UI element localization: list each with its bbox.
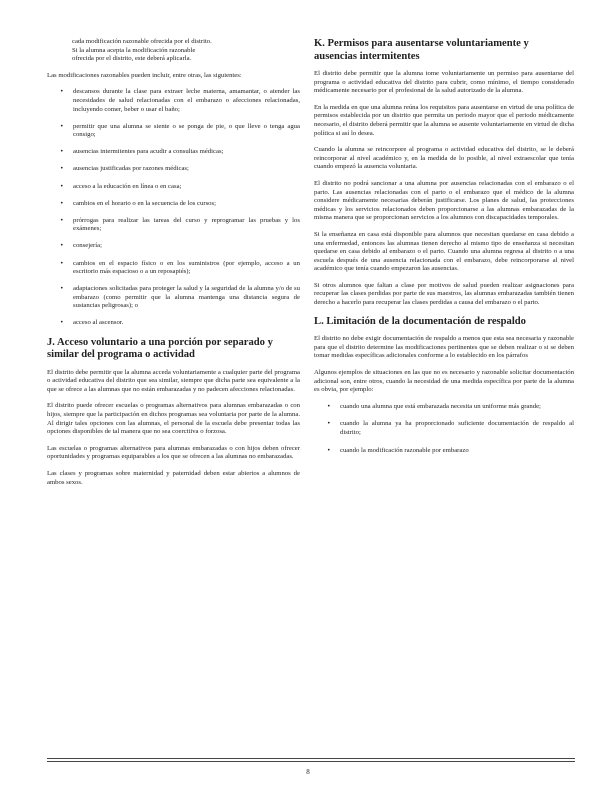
- continuation-line: ofrecida por el distrito, este deberá aplicarla.: [72, 55, 192, 63]
- bullet-icon: •: [327, 402, 331, 410]
- list-item: • cuando una alumna que está embarazada necesita un uniforme más grande;: [327, 402, 541, 410]
- modifications-list: [47, 88, 300, 328]
- left-column: [47, 38, 300, 495]
- list-item: • cambios en el horario o en la secuencia de los cursos;: [60, 199, 216, 207]
- list-intro: Las modificaciones razonables pueden incluir, entre otras, las siguientes:: [47, 71, 242, 79]
- section-k-paragraph: El distrito debe permitir que la alumna tome voluntariamente un permiso para ausentarse del programa o actividad educativa del distrito para cubrir, como mínimo, el tiempo considerado médicamente necesario por el profesional de la salud autorizado de la alumna.: [314, 70, 574, 95]
- bullet-icon: •: [60, 165, 64, 173]
- section-j-paragraph: Las escuelas o programas alternativos para alumnas embarazadas o con hijos deben ofrecer oportunidades y programas equiparables a los que se ofrecen a las alumnas no embarazadas.: [47, 444, 300, 461]
- bullet-icon: •: [60, 122, 64, 130]
- list-item: • prórrogas para realizar las tareas del curso y reprogramar las pruebas y los exámenes;: [60, 216, 300, 233]
- section-l-paragraph: El distrito no debe exigir documentación de respaldo a menos que esta sea necesaria y razonable para que el distrito determine las modificaciones pertinentes que se deben realizar o si se deben tomar medidas específicas adicionales conforme a lo establecido en los párrafos: [314, 335, 574, 360]
- section-k-paragraph: El distrito no podrá sancionar a una alumna por ausencias relacionadas con el embarazo o el parto. Las ausencias relacionadas con el parto o el embarazo que el médico de la alumna considere médicamente necesarias deberán justificarse. Los planes de salud, las protecciones médicas y los servicios relacionados deben proporcionarse a las alumnas embarazadas de la misma manera que se proporcionan servicios a los alumnos con discapacidades temporales.: [314, 179, 574, 222]
- section-k-paragraph: Si la enseñanza en casa está disponible para alumnos que necesitan quedarse en casa debido a una enfermedad, entonces las alumnas tienen derecho al mismo tipo de enseñanza si necesitan quedarse en casa debido al embarazo o el parto. Cuando una alumna regresa al distrito o a una escuela después de una ausencia relacionada con el embarazo, debe reincorporarse al nivel académico que tenía cuando empezaron las ausencias.: [314, 230, 574, 273]
- bullet-icon: •: [60, 216, 64, 224]
- bullet-icon: •: [60, 319, 64, 327]
- examples-list: [314, 403, 574, 455]
- list-item: • ausencias intermitentes para acudir a consultas médicas;: [60, 148, 224, 156]
- bullet-icon: •: [60, 88, 64, 96]
- section-k-paragraph: Si otros alumnos que faltan a clase por motivos de salud pueden realizar asignaciones para recuperar las clases perdidas por parte de sus maestros, las alumnas embarazadas también tienen derecho a hacerlo para recuperar las clases perdidas a causa del embarazo o el parto.: [314, 281, 574, 307]
- section-j-paragraph: El distrito debe permitir que la alumna acceda voluntariamente a cualquier parte del programa o actividad educativa del distrito que sea similar, siempre que dicha parte sea equivalente a la que se ofrece a las alumnas que no están embarazadas y no padecen afecciones relacionadas.: [47, 368, 300, 393]
- section-k-paragraph: En la medida en que una alumna reúna los requisitos para ausentarse en virtud de una política de permisos establecida por un distrito que permita un periodo mayor que el periodo médicamente necesario, el distrito deberá permitir que la alumna se ausente voluntariamente en virtud de dicha política si así lo desea.: [314, 103, 574, 137]
- section-l-heading: L. Limitación de la documentación de respaldo: [314, 315, 526, 327]
- list-item: • descansos durante la clase para extraer leche materna, amamantar, o atender las necesidades de salud relacionadas con el embarazo o afecciones relacionadas, incluyendo comer, beber o usar el baño;: [60, 88, 300, 113]
- list-item: • acceso a la educación en línea o en casa;: [60, 182, 182, 190]
- list-item: • ausencias justificadas por razones médicas;: [60, 165, 189, 173]
- list-item: • consejería;: [60, 242, 102, 250]
- section-k-paragraph: Cuando la alumna se reincorpore al programa o actividad educativa del distrito, se le deberá reincorporar al nivel académico y, en la medida de lo posible, al nivel extraescolar que tenía cuando empezó la ausencia voluntaria.: [314, 146, 574, 171]
- list-item: • cuando la modificación razonable por embarazo: [327, 446, 469, 454]
- continuation-line: cada modificación razonable ofrecida por el distrito.: [72, 38, 212, 45]
- bullet-icon: •: [60, 199, 64, 207]
- footer-divider: [47, 761, 575, 762]
- bullet-icon: •: [60, 285, 64, 293]
- section-j-paragraph: El distrito puede ofrecer escuelas o programas alternativos para alumnas embarazadas o con hijos, siempre que la participación en dichos programas sea voluntaria por parte de la alumna. Al dirigir tales opciones con las alumnas, el personal de la escuela debe presentar todas las opciones disponibles de tal manera que no sea coercitiva o forzosa.: [47, 402, 300, 436]
- page-number: 8: [306, 768, 310, 776]
- bullet-icon: •: [327, 446, 331, 454]
- list-item: • cambios en el espacio físico o en los suministros (por ejemplo, acceso a un escritorio más espacioso o a un reposapiés);: [60, 259, 300, 276]
- list-item: • adaptaciones solicitadas para proteger la salud y la seguridad de la alumna y/o de su embarazo (como permitir que la alumna mantenga una distancia segura de sustancias peligrosas); o: [60, 285, 300, 310]
- section-l-paragraph: Algunos ejemplos de situaciones en las que no es necesario y razonable solicitar documentación adicional son, entre otros, cuando la necesidad de una medida específica por parte de la alumna es obvia, por ejemplo:: [314, 368, 574, 394]
- list-item: • cuando la alumna ya ha proporcionado suficiente documentación de respaldo al distrito;: [327, 420, 574, 436]
- section-j-paragraph: Las clases y programas sobre maternidad y paternidad deben estar abiertos a alumnos de ambos sexos.: [47, 469, 300, 486]
- continuation-line: Si la alumna acepta la modificación razonable: [72, 46, 196, 54]
- right-column: [314, 38, 574, 464]
- continuation-block: [47, 38, 300, 64]
- section-j-heading: J. Acceso voluntario a una porción por separado y similar del programa o actividad: [47, 336, 273, 361]
- bullet-icon: •: [60, 148, 64, 156]
- bullet-icon: •: [60, 242, 64, 250]
- bullet-icon: •: [327, 420, 331, 428]
- list-item: • permitir que una alumna se siente o se ponga de pie, o que lleve o tenga agua consigo;: [60, 122, 300, 139]
- bullet-icon: •: [60, 259, 64, 267]
- footer-divider: [47, 758, 575, 759]
- list-item: • acceso al ascensor.: [60, 319, 124, 327]
- bullet-icon: •: [60, 182, 64, 190]
- section-k-heading: K. Permisos para ausentarse voluntariamente y ausencias intermitentes: [314, 38, 529, 62]
